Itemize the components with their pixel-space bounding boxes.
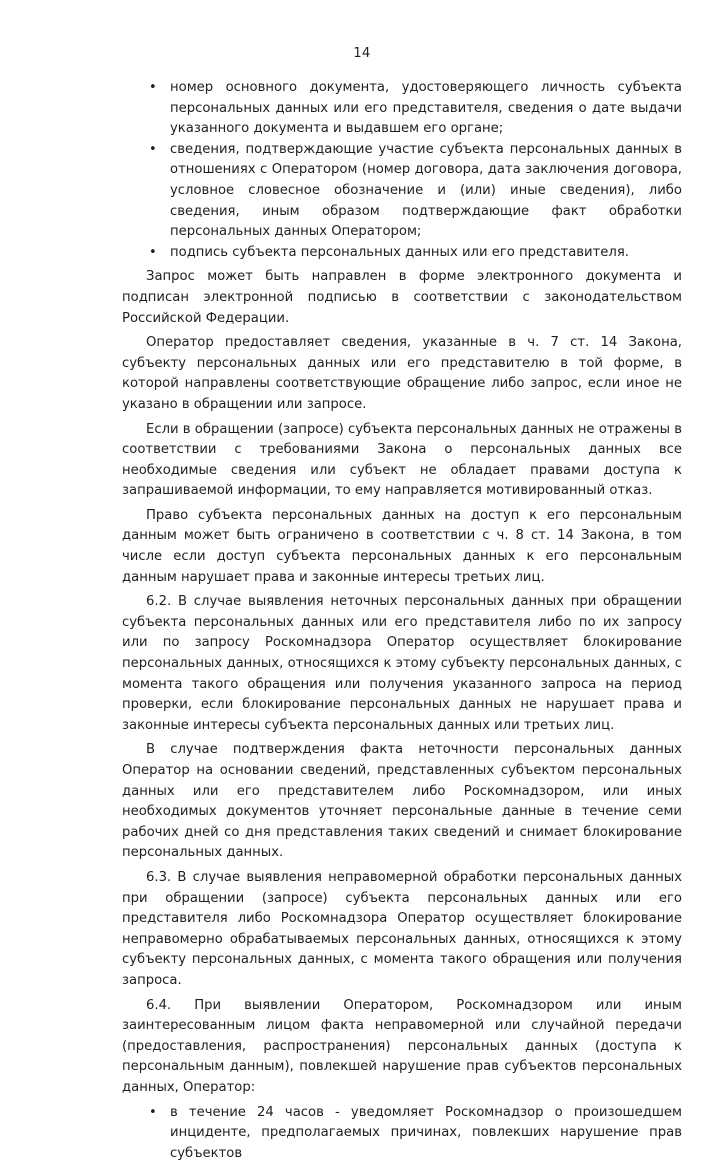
paragraph-section-6-4: 6.4. При выявлении Оператором, Роскомнадзором или иным заинтересованным лицом факта неправомерной или случайной передачи (предоставления, распространения) персональных данных (доступа к персональным данным), повлекшей нарушение прав субъектов персональных данных, Оператор: (122, 996, 682, 1099)
page-number: 14 (0, 46, 724, 61)
paragraph: Оператор предоставляет сведения, указанные в ч. 7 ст. 14 Закона, субъекту персональных данных или его представителю в той форме, в которой направлены соответствующие обращение либо запрос, если иное не указано в обращении или запросе. (122, 333, 682, 415)
paragraph: В случае подтверждения факта неточности персональных данных Оператор на основании сведений, представленных субъектом персональных данных или его представителем либо Роскомнадзором, или иных необходимых документов уточняет персональные данные в течение семи рабочих дней со дня представления таких сведений и снимает блокирование персональных данных. (122, 740, 682, 864)
paragraph-section-6-3: 6.3. В случае выявления неправомерной обработки персональных данных при обращении (запросе) субъекта персональных данных или его представителя либо Роскомнадзора Оператор осуществляет блокирование неправомерно обрабатываемых персональных данных, относящихся к этому субъекту персональных данных, с момента такого обращения или получения запроса. (122, 868, 682, 992)
paragraph: Право субъекта персональных данных на доступ к его персональным данным может быть ограничено в соответствии с ч. 8 ст. 14 Закона, в том числе если доступ субъекта персональных данных к его персональным данным нарушает права и законные интересы третьих лиц. (122, 506, 682, 588)
requisites-list (122, 78, 682, 263)
list-item: • в течение 24 часов - уведомляет Роскомнадзор о произошедшем инциденте, предполагаемых причинах, повлекших нарушение прав субъектов (122, 1103, 682, 1164)
paragraph-section-6-2: 6.2. В случае выявления неточных персональных данных при обращении субъекта персональных данных или его представителя либо по их запросу или по запросу Роскомнадзора Оператор осуществляет блокирование персональных данных, относящихся к этому субъекту персональных данных, с момента такого обращения или получения указанного запроса на период проверки, если блокирование персональных данных не нарушает права и законные интересы субъекта персональных данных или третьих лиц. (122, 592, 682, 736)
paragraph: Запрос может быть направлен в форме электронного документа и подписан электронной подписью в соответствии с законодательством Российской Федерации. (122, 267, 682, 329)
paragraph: Если в обращении (запросе) субъекта персональных данных не отражены в соответствии с требованиями Закона о персональных данных все необходимые сведения или субъект не обладает правами доступа к запрашиваемой информации, то ему направляется мотивированный отказ. (122, 420, 682, 502)
list-item: • сведения, подтверждающие участие субъекта персональных данных в отношениях с Оператором (номер договора, дата заключения договора, условное словесное обозначение и (или) иные сведения), либо сведения, иным образом подтверждающие факт обработки персональных данных Оператором; (122, 140, 682, 243)
operator-actions-list (122, 1103, 682, 1164)
list-item: • подпись субъекта персональных данных или его представителя. (122, 243, 682, 264)
list-item: • номер основного документа, удостоверяющего личность субъекта персональных данных или его представителя, сведения о дате выдачи указанного документа и выдавшем его органе; (122, 78, 682, 140)
page-content (122, 78, 682, 1164)
